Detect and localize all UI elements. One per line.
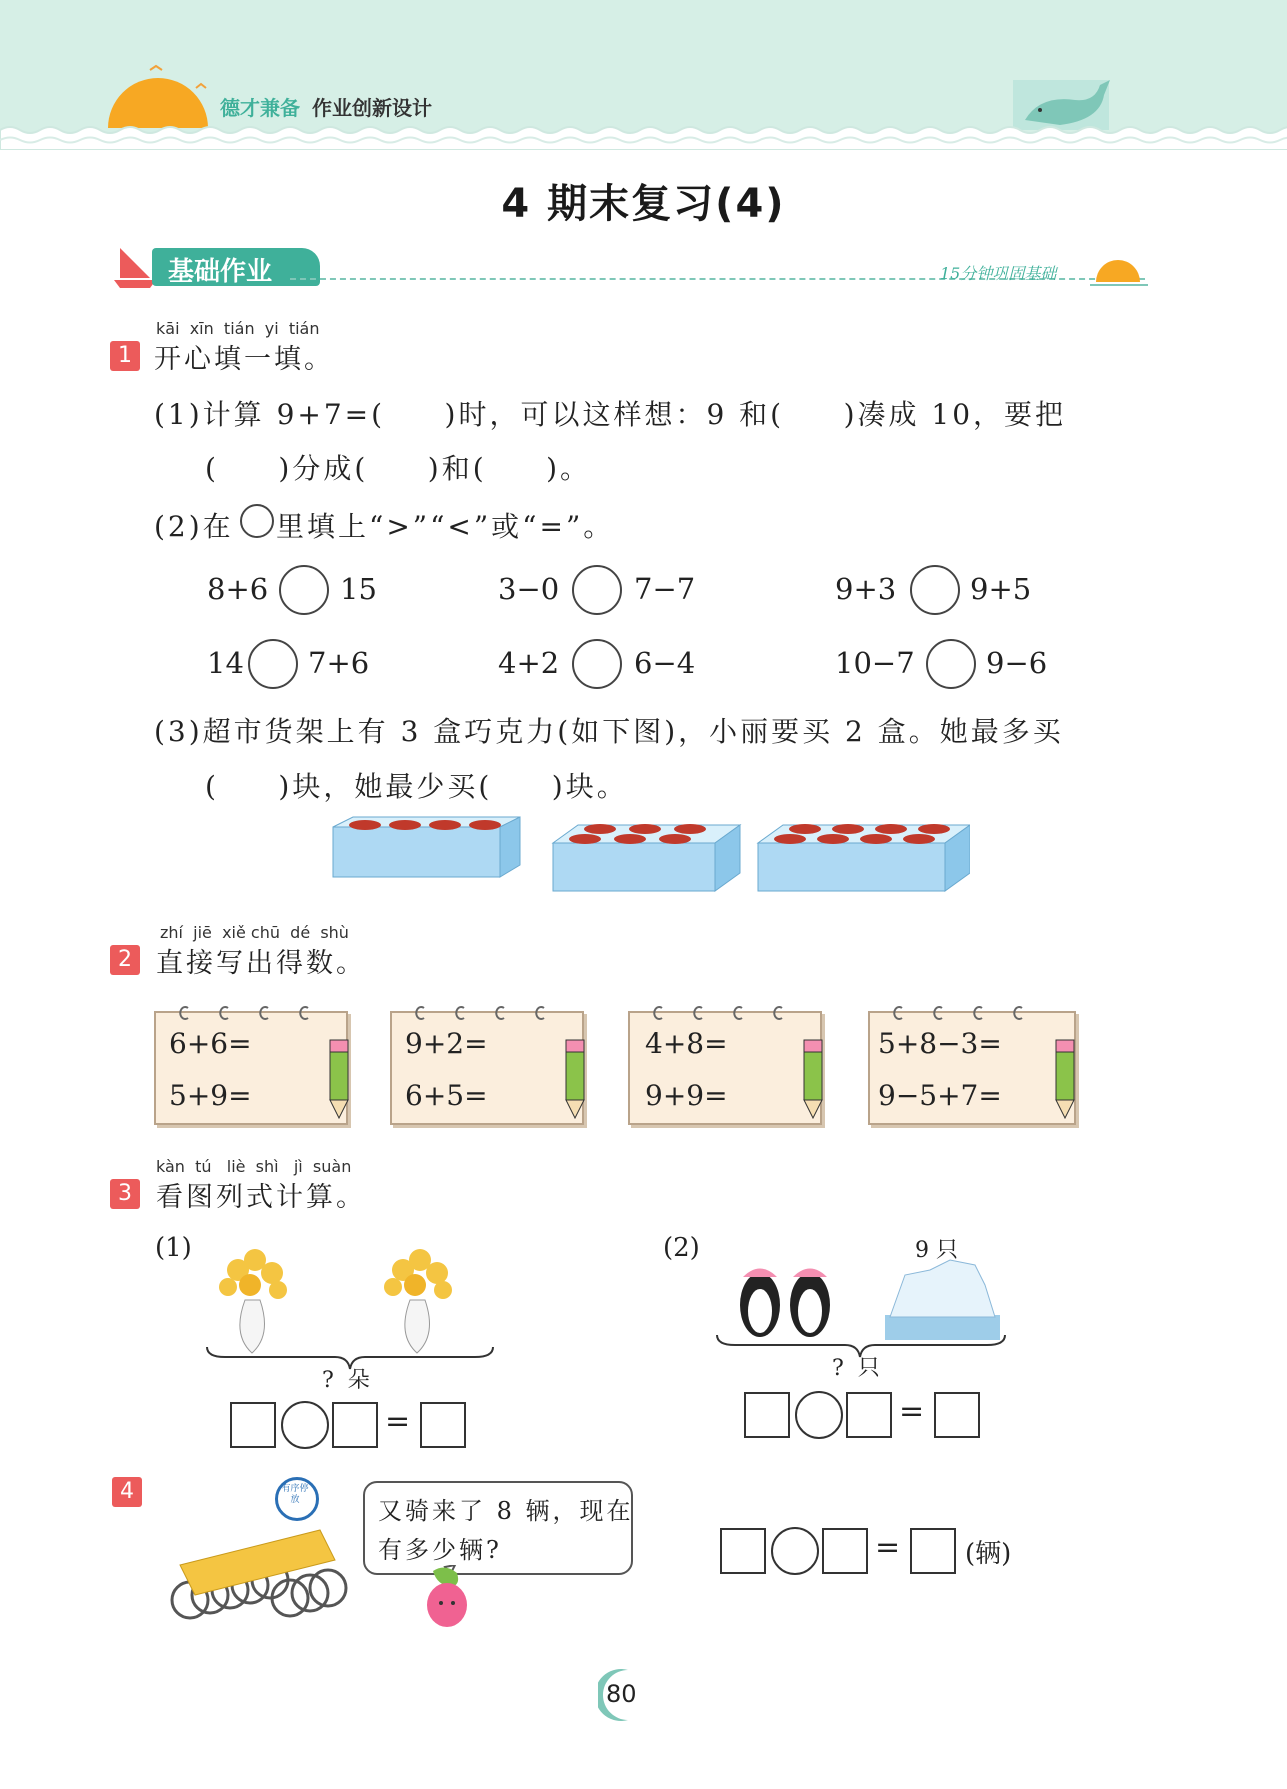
- header-decoration: [0, 0, 1287, 150]
- answer-box[interactable]: [934, 1392, 980, 1438]
- q1-part1-line1: (1)计算 9+7=( )时，可以这样想：9 和( )凑成 10，要把: [154, 398, 1067, 431]
- notepad-decorations: [150, 1000, 1090, 1130]
- compare-left: 9+3: [835, 572, 897, 606]
- notepad-line: 4+8=: [645, 1027, 728, 1060]
- parking-sign-text: 有序停放: [281, 1484, 309, 1505]
- compare-right: 9−6: [986, 646, 1048, 680]
- answer-box[interactable]: [822, 1528, 868, 1574]
- penguins-iceberg: [725, 1255, 1005, 1345]
- flower-vase-icon: [384, 1249, 452, 1353]
- compare-right: 7−7: [634, 572, 696, 606]
- penguin-icon: [740, 1269, 780, 1338]
- q3-title: 看图列式计算。: [156, 1182, 366, 1213]
- q3-part1-label: (1): [155, 1233, 192, 1263]
- operator-circle[interactable]: [281, 1401, 329, 1449]
- chocolate-box-4: [333, 817, 520, 877]
- q3-part2-top: 9 只: [915, 1238, 958, 1263]
- q3-part1-total: ? 朵: [322, 1368, 370, 1393]
- small-sun-icon: [1090, 250, 1150, 290]
- q1-pinyin: kāi xīn tián yi tián: [156, 319, 320, 338]
- q1-part3-line1: (3)超市货架上有 3 盒巧克力(如下图)，小丽要买 2 盒。她最多买: [154, 715, 1064, 748]
- q4-number: 4: [112, 1477, 142, 1507]
- unit-label: (辆): [965, 1539, 1012, 1569]
- equals-sign: =: [899, 1394, 925, 1429]
- ring-icon: [240, 504, 274, 538]
- answer-box[interactable]: [720, 1528, 766, 1574]
- flower-vase-icon: [219, 1249, 287, 1353]
- answer-box[interactable]: [846, 1392, 892, 1438]
- answer-box[interactable]: [332, 1402, 378, 1448]
- compare-blank[interactable]: [572, 565, 622, 615]
- pencil-icon: [330, 1040, 1074, 1118]
- q2-pinyin: zhí jiē xiě chū dé shù: [160, 923, 349, 942]
- compare-blank[interactable]: [926, 639, 976, 689]
- q3-pinyin: kàn tú liè shì jì suàn: [156, 1157, 352, 1176]
- page-header: [0, 0, 1287, 150]
- compare-right: 6−4: [634, 646, 696, 680]
- compare-right: 15: [340, 572, 377, 606]
- compare-left: 3−0: [498, 572, 560, 606]
- page-title: 4 期末复习(4): [501, 181, 786, 227]
- equals-sign: =: [875, 1530, 901, 1565]
- notepad-line: 5+8−3=: [878, 1027, 1002, 1060]
- answer-box[interactable]: [744, 1392, 790, 1438]
- q1-part3-line2: ( )块，她最少买( )块。: [205, 770, 628, 803]
- q1-part2-prefix: (2)在: [154, 510, 234, 543]
- notepad-line: 6+6=: [169, 1027, 252, 1060]
- section-note: 15分钟巩固基础: [940, 264, 1057, 283]
- section-label: 基础作业: [168, 257, 273, 287]
- speech-line: 又骑来了 8 辆，现在: [378, 1497, 634, 1525]
- notepad-line: 9+2=: [405, 1027, 488, 1060]
- compare-left: 10−7: [835, 646, 915, 680]
- brand-name: 德才兼备: [220, 96, 300, 120]
- iceberg-icon: [885, 1260, 1000, 1340]
- compare-blank[interactable]: [910, 565, 960, 615]
- chocolate-boxes: [330, 815, 970, 895]
- q2-title: 直接写出得数。: [156, 948, 366, 979]
- q1-title: 开心填一填。: [154, 344, 334, 375]
- compare-blank[interactable]: [279, 565, 329, 615]
- compare-blank[interactable]: [572, 639, 622, 689]
- compare-left: 4+2: [498, 646, 560, 680]
- page-number: 80: [606, 1680, 637, 1708]
- chocolate-box-8: [758, 824, 970, 891]
- whale-icon: [1013, 80, 1110, 130]
- chocolate-box-6: [553, 824, 740, 891]
- notepad-line: 6+5=: [405, 1079, 488, 1112]
- answer-box[interactable]: [910, 1528, 956, 1574]
- answer-box[interactable]: [230, 1402, 276, 1448]
- notepad-line: 9+9=: [645, 1079, 728, 1112]
- operator-circle[interactable]: [795, 1391, 843, 1439]
- spiral-icon: [180, 1007, 1022, 1019]
- speech-line: 有多少辆?: [378, 1536, 502, 1564]
- answer-box[interactable]: [420, 1402, 466, 1448]
- compare-left: 14: [207, 646, 244, 680]
- equals-sign: =: [385, 1404, 411, 1439]
- bicycles-icon: [150, 1470, 350, 1630]
- operator-circle[interactable]: [771, 1527, 819, 1575]
- notepad-line: 5+9=: [169, 1079, 252, 1112]
- q3-part2-total: ? 只: [832, 1356, 880, 1381]
- notepad-line: 9−5+7=: [878, 1079, 1002, 1112]
- compare-left: 8+6: [207, 572, 269, 606]
- compare-right: 9+5: [970, 572, 1032, 606]
- q3-part2-label: (2): [663, 1233, 700, 1263]
- sun-icon: [108, 78, 208, 128]
- compare-right: 7+6: [308, 646, 370, 680]
- compare-blank[interactable]: [248, 639, 298, 689]
- penguin-icon: [790, 1269, 830, 1338]
- radish-character-icon: [415, 1565, 485, 1635]
- q1-part2-suffix: 里填上“>”“<”或“=”。: [276, 510, 615, 543]
- q3-number: 3: [110, 1179, 140, 1209]
- q1-part1-line2: ( )分成( )和( )。: [205, 452, 592, 485]
- q2-number: 2: [110, 945, 140, 975]
- q1-number: 1: [110, 341, 140, 371]
- series-name: 作业创新设计: [312, 96, 432, 120]
